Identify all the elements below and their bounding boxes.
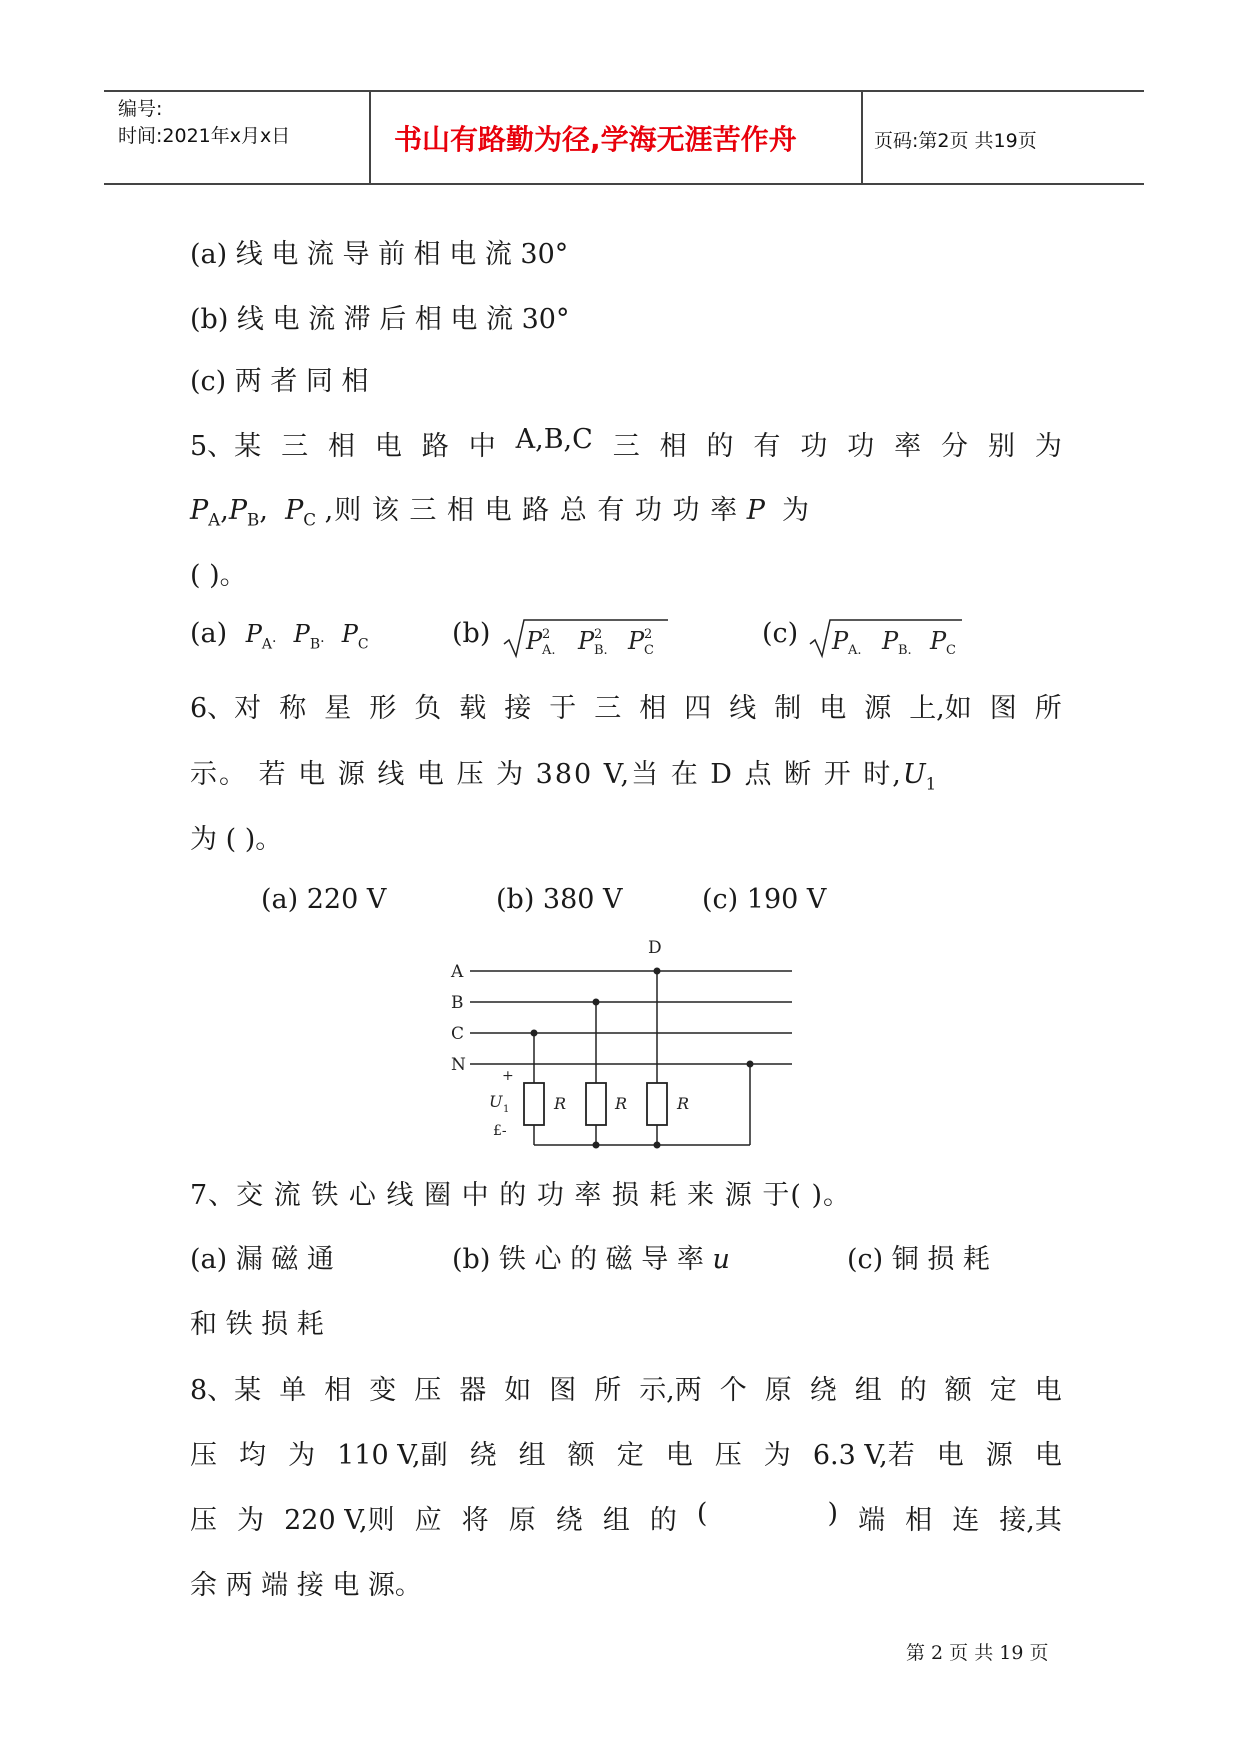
svg-text:A.: A. — [542, 643, 556, 658]
q8-line-4: 余 两 端 接 电 源。 — [190, 1570, 422, 1601]
q5-option-c-formula — [806, 610, 966, 660]
q8-line-3: 压 为 220 V,则 应 将 原 绕 组 的 ( ) 端 相 连 接,其 — [190, 1498, 1062, 1536]
q5-option-b: (b) — [452, 618, 491, 649]
svg-text:R: R — [554, 1094, 567, 1113]
svg-text:P: P — [628, 627, 645, 655]
svg-text:R: R — [677, 1094, 690, 1113]
svg-text:P: P — [882, 627, 899, 655]
svg-text:P: P — [578, 627, 595, 655]
svg-text:C: C — [946, 643, 956, 658]
q4-option-c: (c) 两 者 同 相 — [190, 366, 369, 397]
bus-label-c: C — [451, 1024, 465, 1044]
svg-text:2: 2 — [644, 627, 653, 642]
svg-text:P: P — [832, 627, 849, 655]
svg-text:+: + — [502, 1068, 514, 1084]
q5-option-a: (a) $P_A$. $P_B$. $P_C$ — [190, 618, 369, 653]
svg-text:B.: B. — [594, 643, 608, 658]
bus-label-n: N — [451, 1055, 466, 1075]
svg-text:2: 2 — [594, 627, 603, 642]
q5-option-c: (c) — [762, 618, 799, 649]
q5-blank: ( )。 — [190, 560, 247, 591]
page-footer: 第 2 页 共 19 页 — [906, 1642, 1049, 1664]
bus-label-b: B — [451, 993, 464, 1013]
q7-line-3: 和 铁 损 耗 — [190, 1309, 324, 1340]
svg-text:1: 1 — [503, 1104, 510, 1115]
svg-text:2: 2 — [542, 627, 551, 642]
q6-line-2: 示。 若 电 源 线 电 压 为 380 V,当 在 D 点 断 开 时$,U_1$ — [190, 759, 937, 794]
q6-option-b: (b) 380 V — [496, 884, 623, 915]
q7-option-b: (b) 铁 心 的 磁 导 率 u — [452, 1244, 730, 1275]
header-time-label: 时间:2021年x月x日 — [118, 125, 291, 147]
bus-label-a: A — [451, 962, 464, 982]
q7-line-1: 7、交 流 铁 心 线 圈 中 的 功 率 损 耗 来 源 于( )。 — [190, 1180, 851, 1211]
header-number-label: 编号: — [118, 98, 163, 120]
svg-text:P: P — [526, 627, 543, 655]
svg-text:P: P — [930, 627, 947, 655]
q6-line-3: 为 ( )。 — [190, 824, 283, 855]
header-divider-right — [861, 91, 863, 183]
q5-line-1: 5、某 三 相 电 路 中 A,B,C 三 相 的 有 功 功 率 分 别 为 — [190, 424, 1062, 462]
q6-option-c: (c) 190 V — [702, 884, 827, 915]
q4-option-a: (a) 线 电 流 导 前 相 电 流 30° — [190, 239, 569, 270]
header-bottom-rule — [104, 183, 1144, 185]
svg-text:B.: B. — [898, 643, 912, 658]
q7-option-a: (a) 漏 磁 通 — [190, 1244, 334, 1275]
svg-text:C: C — [644, 643, 654, 658]
q7-option-c: (c) 铜 损 耗 — [847, 1244, 990, 1275]
point-label-d: D — [648, 938, 662, 958]
svg-text:£-: £- — [493, 1123, 507, 1139]
q4-option-b: (b) 线 电 流 滞 后 相 电 流 30° — [190, 304, 570, 335]
q5-option-b-formula — [500, 610, 670, 660]
header-motto: 书山有路勤为径,学海无涯苦作舟 — [394, 123, 797, 156]
q8-line-2: 压 均 为 110 V,副 绕 组 额 定 电 压 为 6.3 V,若 电 源 电 — [190, 1440, 1062, 1471]
svg-text:R: R — [615, 1094, 628, 1113]
q6-line-1: 6、对 称 星 形 负 载 接 于 三 相 四 线 制 电 源 上,如 图 所 — [190, 693, 1062, 724]
circuit-diagram — [440, 935, 820, 1155]
q8-line-1: 8、某 单 相 变 压 器 如 图 所 示,两 个 原 绕 组 的 额 定 电 — [190, 1375, 1062, 1406]
header-top-rule — [104, 90, 1144, 92]
q6-option-a: (a) 220 V — [261, 884, 387, 915]
header-divider-left — [369, 91, 371, 183]
q5-line-2: $P_A,P_B$, $P_C$ ,则 该 三 相 电 路 总 有 功 功 率 P 为 — [190, 495, 810, 530]
svg-text:U: U — [489, 1092, 503, 1111]
header-page-label: 页码:第2页 共19页 — [874, 130, 1037, 152]
svg-text:A.: A. — [848, 643, 862, 658]
